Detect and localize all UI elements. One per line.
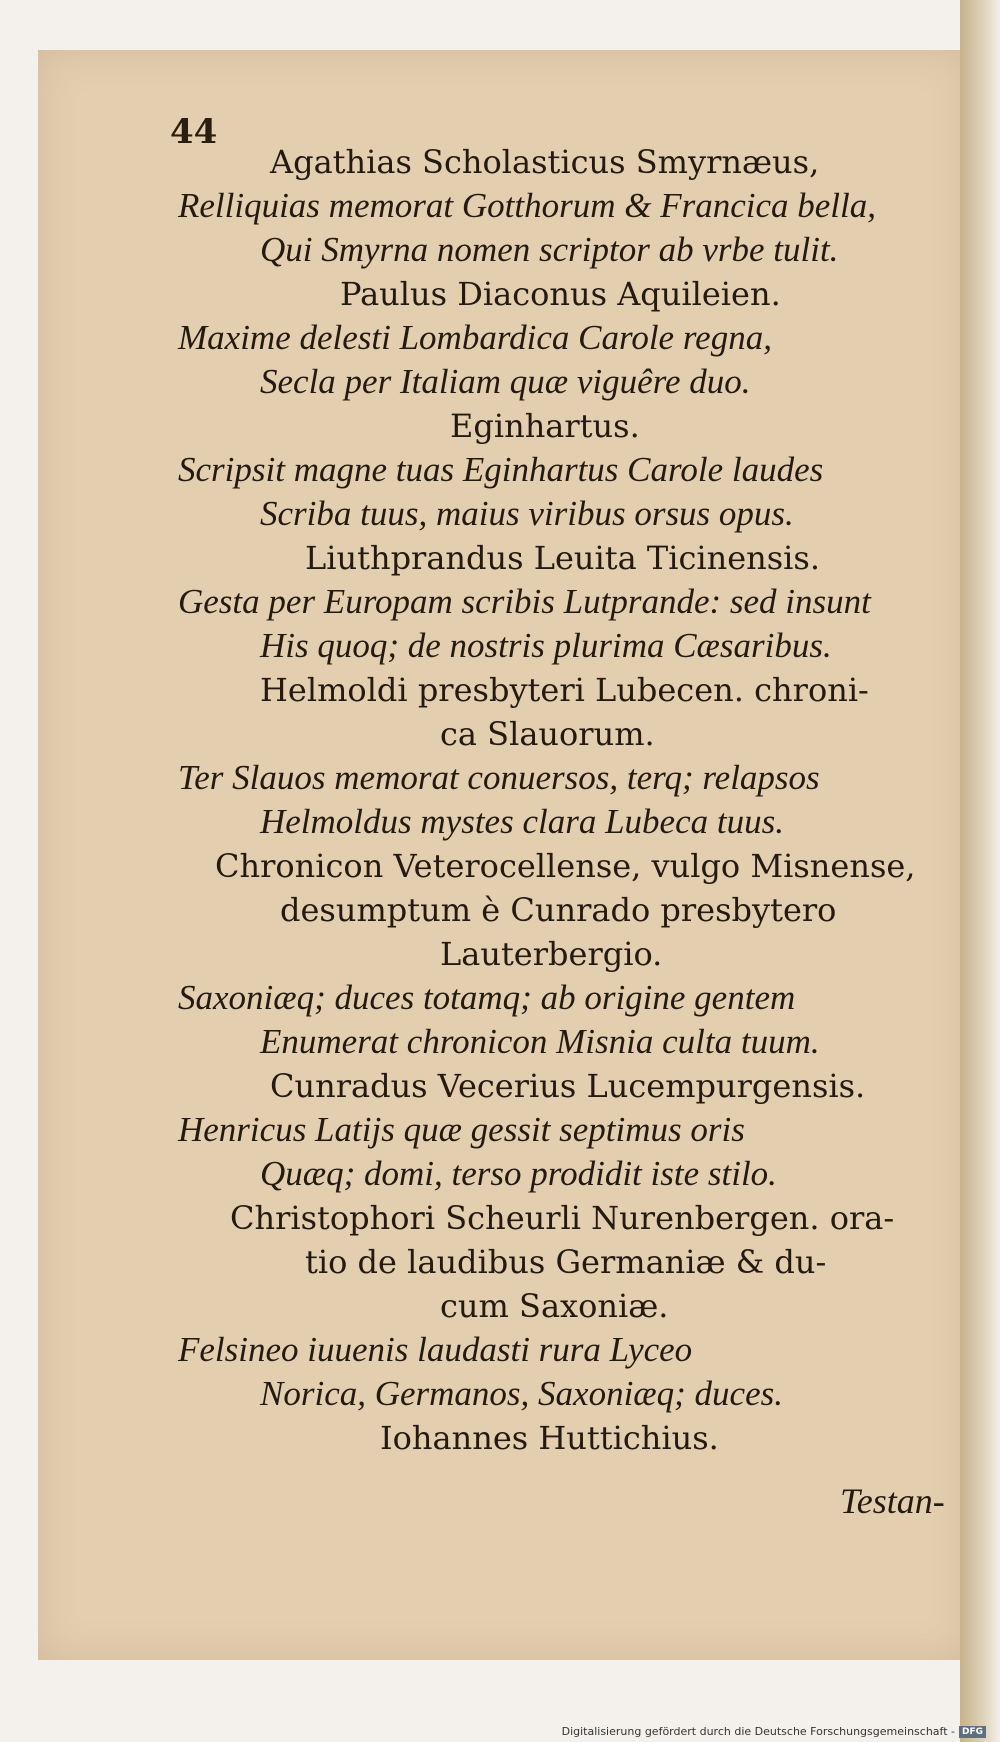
heading-line: Cunradus Vecerius Lucempurgensis. [270,1067,866,1105]
verse-line: Saxoniæq; duces totamq; ab origine gentem [178,978,796,1017]
page-gutter [960,0,1000,1742]
catchword: Testan- [840,1481,945,1521]
verse-line: Maxime delesti Lombardica Carole regna, [178,318,772,357]
footer-credit [562,1725,986,1738]
heading-line: Chronicon Veterocellense, vulgo Misnense, [215,847,916,885]
heading-line: Iohannes Huttichius. [380,1419,719,1457]
verse-line: Relliquias memorat Gotthorum & Francica bella, [178,186,876,225]
verse-line: Quæq; domi, terso prodidit iste stilo. [260,1154,777,1193]
heading-line: tio de laudibus Germaniæ & du- [305,1243,827,1281]
verse-line: Norica, Germanos, Saxoniæq; duces. [260,1374,784,1413]
page-number: 44 [170,112,218,152]
verse-line: Qui Smyrna nomen scriptor ab vrbe tulit. [260,230,839,269]
heading-line: Liuthprandus Leuita Ticinensis. [305,539,820,577]
verse-line: His quoq; de nostris plurima Cæsaribus. [260,626,832,665]
heading-line: Paulus Diaconus Aquileien. [340,275,781,313]
verse-line: Ter Slauos memorat conuersos, terq; relapsos [178,758,820,797]
verse-line: Secla per Italiam quæ viguêre duo. [260,362,751,401]
text-block [150,140,916,1460]
heading-line: cum Saxoniæ. [440,1287,669,1325]
heading-line: Helmoldi presbyteri Lubecen. chroni- [260,671,869,709]
verse-line: Henricus Latijs quæ gessit septimus oris [178,1110,745,1149]
heading-line: desumptum è Cunrado presbytero [280,891,837,929]
heading-line: ca Slauorum. [440,715,655,753]
dfg-logo: DFG [959,1726,986,1738]
verse-line: Scripsit magne tuas Eginhartus Carole laudes [178,450,824,489]
verse-line: Felsineo iuuenis laudasti rura Lyceo [178,1330,693,1369]
verse-line: Enumerat chronicon Misnia culta tuum. [260,1022,820,1061]
heading-line: Eginhartus. [450,407,640,445]
verse-line: Gesta per Europam scribis Lutprande: sed insunt [178,582,871,621]
verse-line: Scriba tuus, maius viribus orsus opus. [260,494,794,533]
heading-line: Lauterbergio. [440,935,663,973]
heading-line: Christophori Scheurli Nurenbergen. ora- [230,1199,895,1237]
footer-credit-text: Digitalisierung gefördert durch die Deutsche Forschungsgemeinschaft - [561,1725,955,1738]
heading-line: Agathias Scholasticus Smyrnæus, [270,143,820,181]
verse-line: Helmoldus mystes clara Lubeca tuus. [260,802,784,841]
